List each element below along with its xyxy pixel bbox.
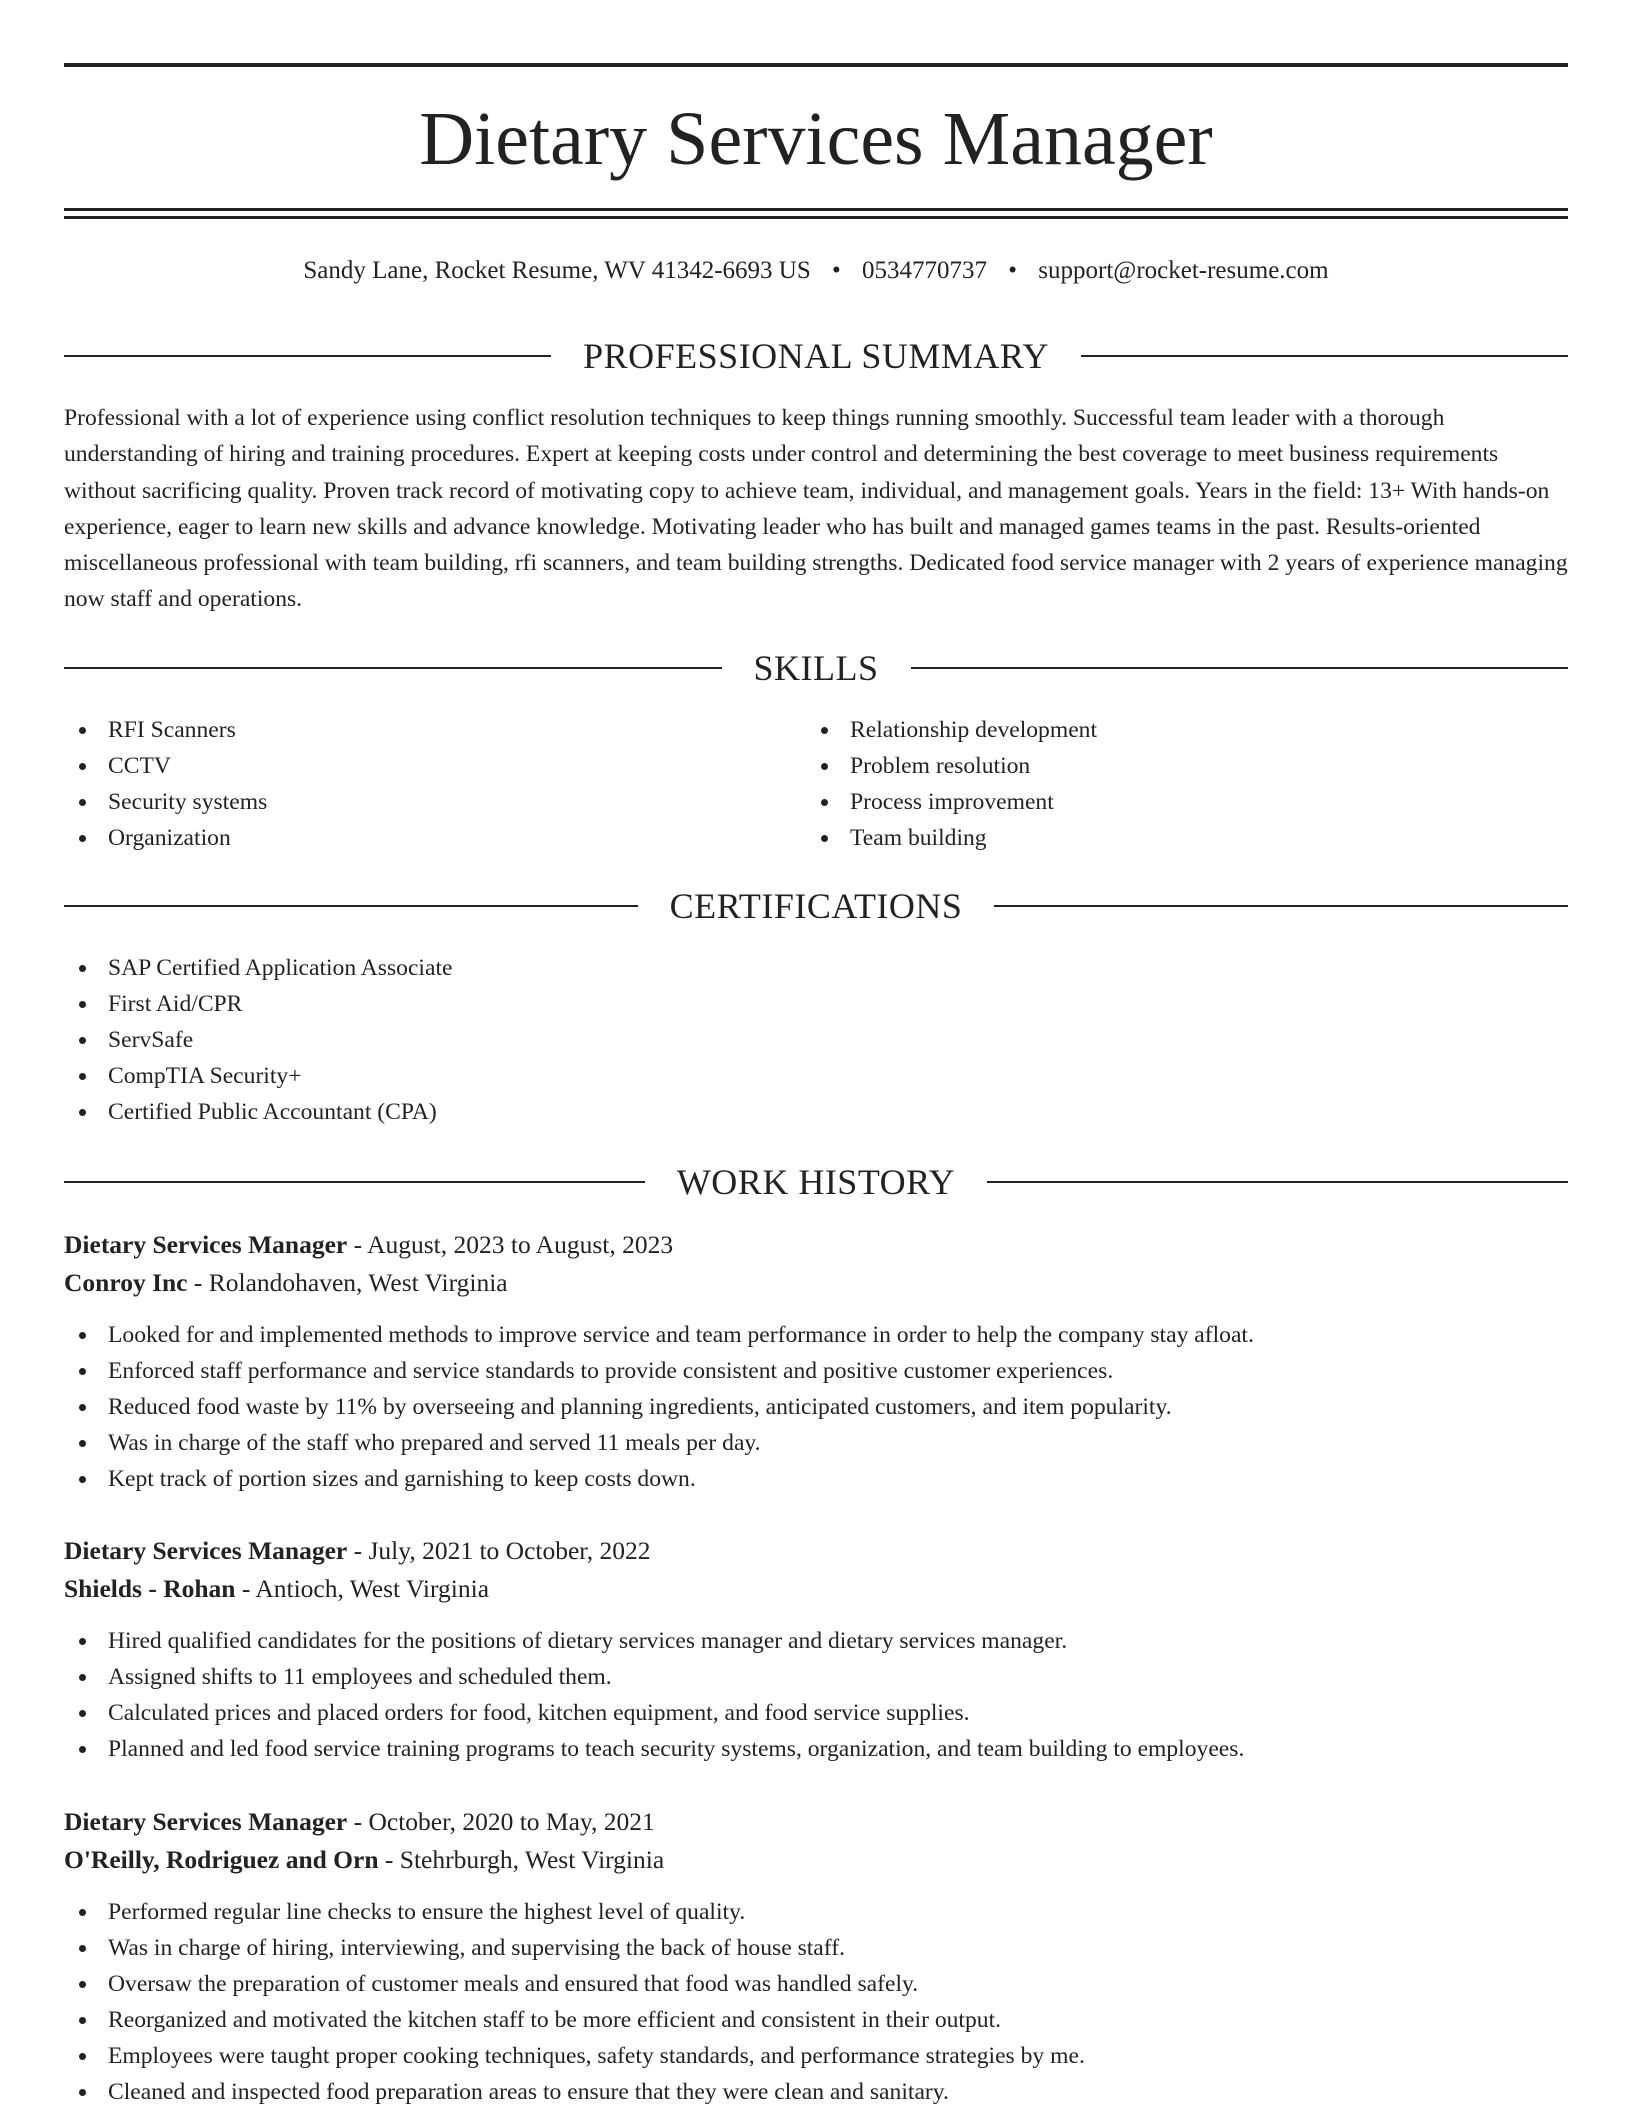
job-duty: Enforced staff performance and service standards to provide consistent and positive customer experiences. xyxy=(64,1353,1568,1389)
title-rule-upper xyxy=(64,208,1568,211)
contact-phone: 0534770737 xyxy=(862,257,988,284)
skill-item: Organization xyxy=(64,820,764,856)
section-heading-label: PROFESSIONAL SUMMARY xyxy=(583,336,1049,376)
job-duty: Calculated prices and placed orders for food, kitchen equipment, and food service supplies. xyxy=(64,1695,1568,1731)
section-heading-certifications xyxy=(64,884,1568,928)
heading-rule xyxy=(64,905,638,907)
job-title: Dietary Services Manager xyxy=(64,1807,348,1836)
job-dates: - July, 2021 to October, 2022 xyxy=(347,1536,651,1565)
heading-rule xyxy=(911,667,1569,669)
job-entry xyxy=(64,1803,1568,2110)
summary-text: Professional with a lot of experience using conflict resolution techniques to keep things running smoothly. Successful team leader with a thorough understanding of hiring and training procedures. Expert at keeping costs under control and determining the best coverage to meet business requirements without sacrificing quality. Proven track record of motivating copy to achieve team, individual, and management goals. Years in the field: 13+ With hands-on experience, eager to learn new skills and advance knowledge. Motivating leader who has built and managed games teams in the past. Results-oriented miscellaneous professional with team building, rfi scanners, and team building strengths. Dedicated food service manager with 2 years of experience managing now staff and operations. xyxy=(64,405,1568,613)
job-dates: - August, 2023 to August, 2023 xyxy=(347,1230,674,1259)
job-dates: - October, 2020 to May, 2021 xyxy=(347,1807,655,1836)
job-company: Shields - Rohan xyxy=(64,1574,236,1603)
job-company-line xyxy=(64,1264,1568,1302)
job-title: Dietary Services Manager xyxy=(64,1230,348,1259)
job-duties-list xyxy=(64,1623,1568,1767)
job-location: - Rolandohaven, West Virginia xyxy=(187,1268,508,1297)
job-company-line xyxy=(64,1570,1568,1608)
job-title: Dietary Services Manager xyxy=(64,1536,348,1565)
skill-item: CCTV xyxy=(64,748,764,784)
skill-item: Security systems xyxy=(64,784,764,820)
certification-item: CompTIA Security+ xyxy=(64,1058,1064,1094)
job-company-line xyxy=(64,1841,1568,1879)
heading-rule xyxy=(64,667,722,669)
job-duty: Was in charge of the staff who prepared and served 11 meals per day. xyxy=(64,1425,1568,1461)
section-heading-work-history xyxy=(64,1160,1568,1204)
job-duty: Kept track of portion sizes and garnishing to keep costs down. xyxy=(64,1461,1568,1497)
job-duty: Planned and led food service training programs to teach security systems, organization, and team building to employees. xyxy=(64,1731,1568,1767)
certification-item: First Aid/CPR xyxy=(64,986,1064,1022)
job-title-line xyxy=(64,1532,1568,1570)
heading-rule xyxy=(64,355,551,357)
certification-item: SAP Certified Application Associate xyxy=(64,950,1064,986)
job-location: - Antioch, West Virginia xyxy=(235,1574,490,1603)
contact-separator: • xyxy=(1008,257,1018,284)
contact-email: support@rocket-resume.com xyxy=(1038,257,1329,284)
job-duty: Was in charge of hiring, interviewing, and supervising the back of house staff. xyxy=(64,1930,1568,1966)
certification-item: Certified Public Accountant (CPA) xyxy=(64,1094,1064,1130)
section-heading-summary xyxy=(64,334,1568,378)
certifications-list xyxy=(64,950,1064,1130)
skill-item: Problem resolution xyxy=(806,748,1506,784)
contact-line xyxy=(64,254,1568,288)
job-company: O'Reilly, Rodriguez and Orn xyxy=(64,1845,379,1874)
job-location: - Stehrburgh, West Virginia xyxy=(378,1845,665,1874)
skill-item: Process improvement xyxy=(806,784,1506,820)
job-duty: Performed regular line checks to ensure the highest level of quality. xyxy=(64,1894,1568,1930)
job-duty: Looked for and implemented methods to improve service and team performance in order to help the company stay afloat. xyxy=(64,1317,1568,1353)
skill-item: Team building xyxy=(806,820,1506,856)
section-heading-label: WORK HISTORY xyxy=(676,1162,956,1202)
job-title-line xyxy=(64,1226,1568,1264)
job-duty: Assigned shifts to 11 employees and scheduled them. xyxy=(64,1659,1568,1695)
job-duties-list xyxy=(64,1894,1568,2110)
job-entry xyxy=(64,1226,1568,1497)
skills-list-left xyxy=(64,712,764,856)
job-duty: Reduced food waste by 11% by overseeing and planning ingredients, anticipated customers, and item popularity. xyxy=(64,1389,1568,1425)
heading-rule xyxy=(994,905,1568,907)
job-company: Conroy Inc xyxy=(64,1268,188,1297)
heading-rule xyxy=(987,1181,1568,1183)
title-rule-lower xyxy=(64,216,1568,219)
contact-separator: • xyxy=(832,257,841,284)
job-duties-list xyxy=(64,1317,1568,1497)
job-duty: Cleaned and inspected food preparation areas to ensure that they were clean and sanitary. xyxy=(64,2074,1568,2110)
job-title-line xyxy=(64,1803,1568,1841)
job-entry xyxy=(64,1532,1568,1767)
job-duty: Oversaw the preparation of customer meals and ensured that food was handled safely. xyxy=(64,1966,1568,2002)
skills-list-right xyxy=(806,712,1506,856)
skill-item: RFI Scanners xyxy=(64,712,764,748)
section-heading-label: CERTIFICATIONS xyxy=(669,886,963,926)
contact-address: Sandy Lane, Rocket Resume, WV 41342-6693 US xyxy=(303,257,811,284)
heading-rule xyxy=(1081,355,1568,357)
section-heading-skills xyxy=(64,646,1568,690)
heading-rule xyxy=(64,1181,645,1183)
job-duty: Reorganized and motivated the kitchen staff to be more efficient and consistent in their output. xyxy=(64,2002,1568,2038)
certification-item: ServSafe xyxy=(64,1022,1064,1058)
job-duty: Employees were taught proper cooking techniques, safety standards, and performance strategies by me. xyxy=(64,2038,1568,2074)
section-heading-label: SKILLS xyxy=(753,648,879,688)
page-title: Dietary Services Manager xyxy=(419,97,1213,181)
skill-item: Relationship development xyxy=(806,712,1506,748)
top-rule xyxy=(64,63,1568,67)
job-duty: Hired qualified candidates for the positions of dietary services manager and dietary services manager. xyxy=(64,1623,1568,1659)
